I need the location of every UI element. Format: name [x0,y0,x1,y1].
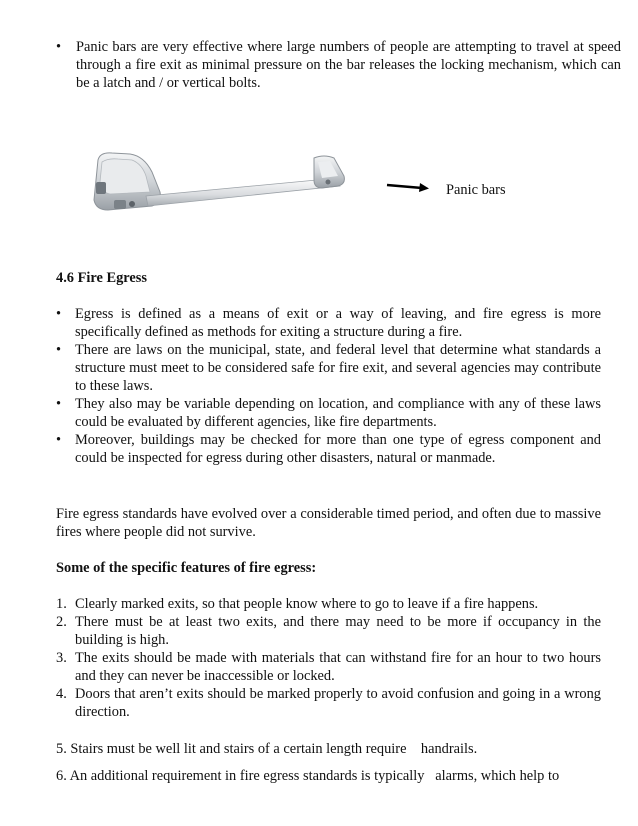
panic-bar-image [88,148,358,216]
body-paragraph: Fire egress standards have evolved over a considerable timed period, and often due to massive fires where people did not survive. [56,506,601,540]
bullet-marker: • [56,396,62,412]
list-item [56,341,601,395]
list-item [56,685,601,721]
list-line-5: 5. Stairs must be well lit and stairs of a certain length require handrails. [56,741,478,757]
features-heading: Some of the specific features of fire egress: [56,560,317,576]
list-item-text: There must be at least two exits, and there may need to be more if occupancy in the building is high. [75,614,601,648]
bullet-marker: • [56,306,62,322]
section-heading: 4.6 Fire Egress [56,270,147,286]
list-number: 4. [56,686,67,702]
bullet-text: Panic bars are very effective where large numbers of people are attempting to travel at speed through a fire exit as minimal pressure on the bar releases the locking mechanism, which can be a latch and / or vertical bolts. [76,39,621,91]
list-item-text: Doors that aren’t exits should be marked properly to avoid confusion and going in a wrong direction. [75,686,601,720]
list-item-text: Clearly marked exits, so that people know where to go to leave if a fire happens. [75,596,539,612]
list-item-text: Egress is defined as a means of exit or a way of leaving, and fire egress is more specifically defined as methods for exiting a structure during a fire. [75,306,601,340]
list-item-text: They also may be variable depending on location, and compliance with any of these laws could be evaluated by different agencies, like fire departments. [75,396,601,430]
list-item [56,649,601,685]
egress-bullet-list [56,305,601,467]
list-item-text: There are laws on the municipal, state, and federal level that determine what standards a structure must meet to be considered safe for fire exit, and several agencies may contribute to these laws. [75,342,601,394]
list-item [56,595,601,613]
bullet-marker: • [56,342,62,358]
bullet-marker: • [56,39,62,55]
bullet-marker: • [56,432,62,448]
list-item [56,305,601,341]
figure-caption: Panic bars [446,182,506,198]
list-number: 3. [56,650,67,666]
list-item [56,431,601,467]
list-item-text: The exits should be made with materials that can withstand fire for an hour to two hours and they can never be inaccessible or locked. [75,650,601,684]
list-number: 2. [56,614,67,630]
list-line-6: 6. An additional requirement in fire egress standards is typically alarms, which help to [56,768,560,784]
features-numbered-list [56,595,601,721]
right-arrow-icon [386,180,430,194]
list-item-text: Moreover, buildings may be checked for more than one type of egress component and could be inspected for egress during other disasters, natural or manmade. [75,432,601,466]
list-number: 1. [56,596,67,612]
intro-bullet [56,38,621,92]
list-item [56,613,601,649]
list-item [56,395,601,431]
